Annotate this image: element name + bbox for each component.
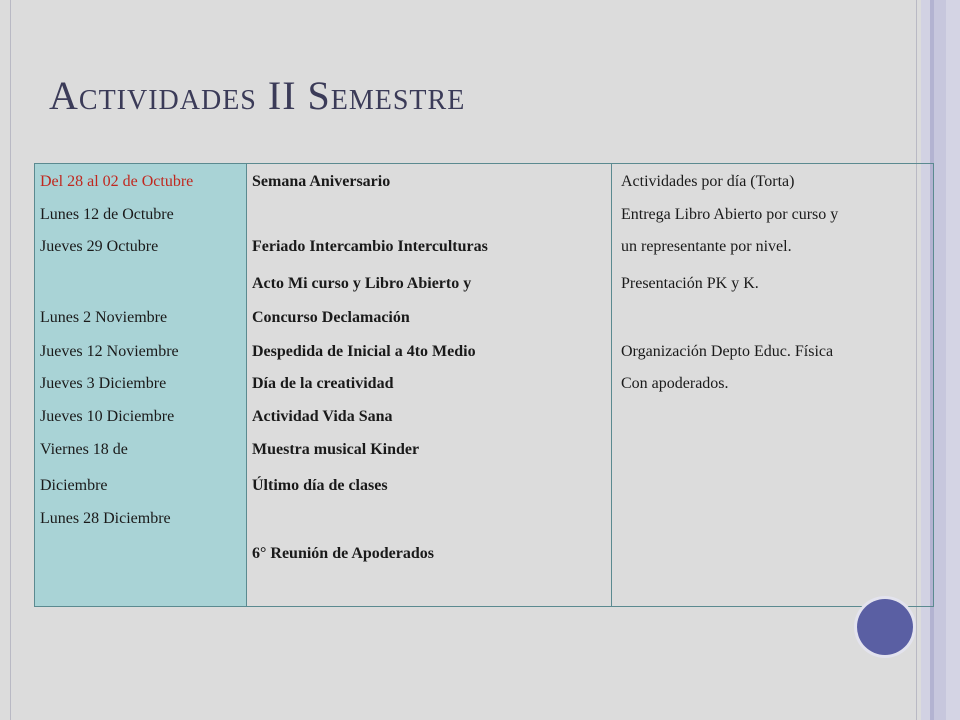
table-cell-note: Organización Depto Educ. Física	[621, 343, 834, 360]
dates-column	[35, 164, 247, 606]
table-cell-activity: Semana Aniversario	[252, 173, 391, 190]
notes-column	[612, 164, 933, 606]
table-cell-note: Entrega Libro Abierto por curso y	[621, 206, 839, 223]
frame-line-left	[10, 0, 11, 720]
table-cell-note: Con apoderados.	[621, 375, 729, 392]
table-cell-date: Jueves 3 Diciembre	[40, 375, 167, 392]
table-cell-date: Lunes 2 Noviembre	[40, 309, 168, 326]
table-cell-date: Jueves 29 Octubre	[40, 238, 159, 255]
table-cell-date: Del 28 al 02 de Octubre	[40, 173, 194, 190]
table-cell-note: un representante por nivel.	[621, 238, 792, 255]
table-cell-date: Diciembre	[40, 477, 108, 494]
table-cell-activity: Último día de clases	[252, 477, 388, 494]
table-cell-activity: Despedida de Inicial a 4to Medio	[252, 343, 476, 360]
table-cell-activity: Muestra musical Kinder	[252, 441, 420, 458]
decor-band-right	[934, 0, 946, 720]
table-cell-activity: 6° Reunión de Apoderados	[252, 545, 434, 562]
table-cell-note: Actividades por día (Torta)	[621, 173, 795, 190]
table-cell-date: Jueves 12 Noviembre	[40, 343, 179, 360]
decor-band-right	[946, 0, 960, 720]
decor-circle	[857, 599, 913, 655]
table-cell-activity: Día de la creatividad	[252, 375, 394, 392]
slide-title: Actividades II Semestre	[49, 73, 466, 118]
table-cell-activity: Acto Mi curso y Libro Abierto y	[252, 275, 472, 292]
table-cell-date: Jueves 10 Diciembre	[40, 408, 175, 425]
table-cell-activity: Feriado Intercambio Interculturas	[252, 238, 488, 255]
table-cell-activity: Actividad Vida Sana	[252, 408, 393, 425]
table-cell-date: Lunes 28 Diciembre	[40, 510, 171, 527]
activities-table	[34, 163, 934, 607]
table-cell-date: Viernes 18 de	[40, 441, 128, 458]
table-cell-date: Lunes 12 de Octubre	[40, 206, 174, 223]
table-cell-activity: Concurso Declamación	[252, 309, 410, 326]
activities-column	[247, 164, 612, 606]
table-cell-note: Presentación PK y K.	[621, 275, 759, 292]
